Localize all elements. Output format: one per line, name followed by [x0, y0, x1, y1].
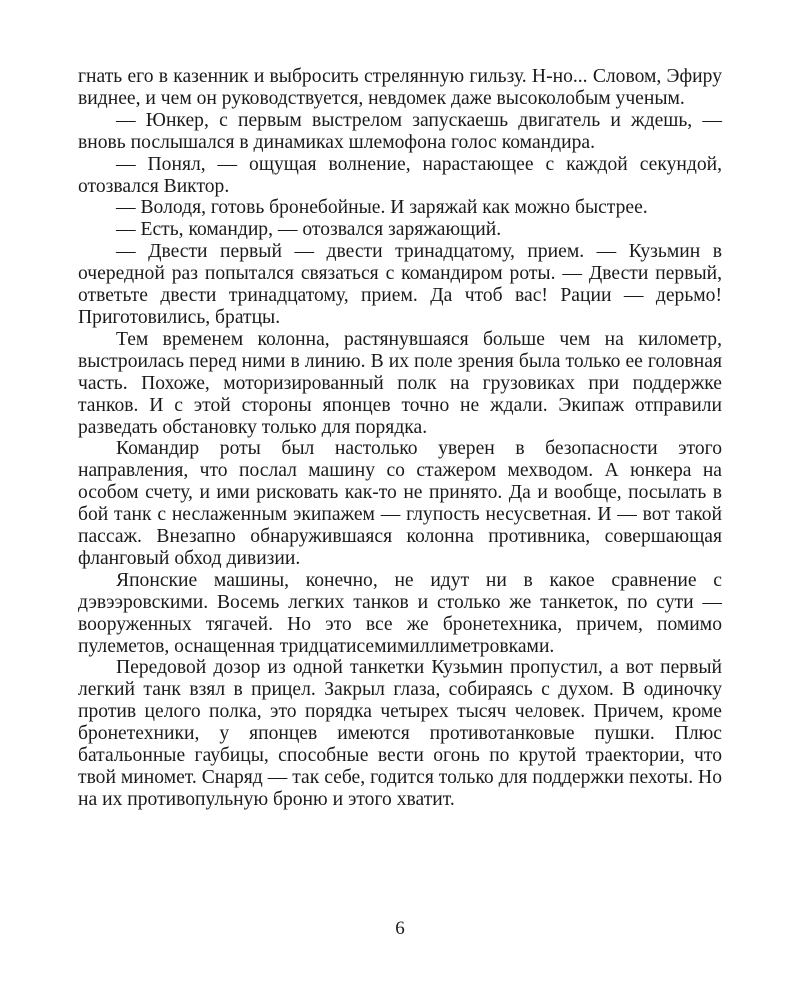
paragraph-4: — Володя, готовь бронебойные. И заряжай как можно быстрее. [116, 197, 648, 219]
paragraph-10: Передовой дозор из одной танкетки Кузьмин пропустил, а вот первый легкий танк взял в прицел. Закрыл глаза, собираясь с духом. В одиночку против целого полка, это порядка четырех тысяч человек. Причем, кроме бронетехники, у японцев имеются противотанковые пушки. Плюс батальонные гаубицы, способные вести огонь по крутой траектории, что твой миномет. Снаряд — так себе, годится только для поддержки пехоты. Но на их противопульную броню и этого хватит. [78, 657, 722, 810]
paragraph-1: гнать его в казенник и выбросить стрелянную гильзу. Н-но... Словом, Эфиру виднее, и чем он руководствуется, невдомек даже высоколобым ученым. [78, 66, 722, 109]
paragraph-5: — Есть, командир, — отозвался заряжающий. [116, 219, 502, 241]
body-text [78, 66, 722, 811]
paragraph-3: — Понял, — ощущая волнение, нарастающее с каждой секундой, отозвался Виктор. [78, 153, 722, 197]
paragraph-7: Тем временем колонна, растянувшаяся больше чем на километр, выстроилась перед ними в линию. В их поле зрения была только ее головная часть. Похоже, моторизированный полк на грузовиках при поддержке танков. И с этой стороны японцев точно не ждали. Экипаж отправили разведать обстановку только для порядка. [78, 328, 722, 438]
paragraph-2: — Юнкер, с первым выстрелом запускаешь двигатель и ждешь, — вновь послышался в динамиках шлемофона голос командира. [78, 109, 722, 153]
paragraph-8: Командир роты был настолько уверен в безопасности этого направления, что послал машину со стажером мехводом. А юнкера на особом счету, и ими рисковать как-то не принято. Да и вообще, посылать в бой танк с неслаженным экипажем — глупость несусветная. И — вот такой пассаж. Внезапно обнаружившаяся колонна противника, совершающая фланговый обход дивизии. [78, 438, 722, 569]
paragraph-9: Японские машины, конечно, не идут ни в какое сравнение с дэвээровскими. Восемь легких танков и столько же танкеток, по сути — вооруженных тягачей. Но это все же бронетехника, причем, помимо пулеметов, оснащенная тридцатисемимиллиметровками. [78, 569, 722, 657]
paragraph-6: — Двести первый — двести тринадцатому, прием. — Кузьмин в очередной раз попытался связаться с командиром роты. — Двести первый, ответьте двести тринадцатому, прием. Да чтоб вас! Рации — дерьмо! Приготовились, братцы. [78, 241, 722, 328]
page-number: 6 [395, 918, 405, 939]
